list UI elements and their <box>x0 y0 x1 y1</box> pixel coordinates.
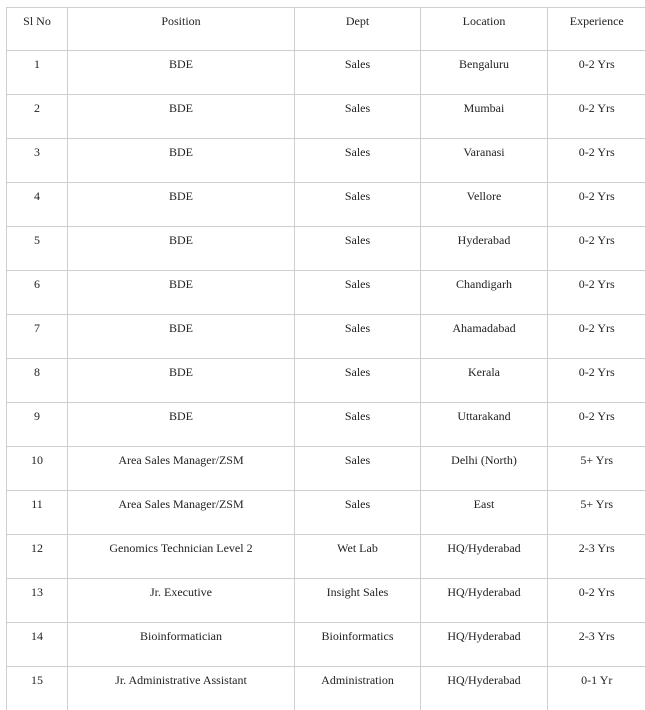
table-row <box>7 623 645 667</box>
cell-sl-no: 8 <box>7 359 68 403</box>
cell-experience: 0-2 Yrs <box>548 139 645 183</box>
cell-position: BDE <box>68 183 295 227</box>
job-openings-table-container <box>6 7 645 710</box>
cell-sl-no: 9 <box>7 403 68 447</box>
cell-dept: Sales <box>295 447 421 491</box>
cell-sl-no: 4 <box>7 183 68 227</box>
cell-sl-no: 10 <box>7 447 68 491</box>
table-row <box>7 667 645 710</box>
cell-location: Hyderabad <box>421 227 548 271</box>
cell-position: Area Sales Manager/ZSM <box>68 447 295 491</box>
cell-experience: 0-2 Yrs <box>548 271 645 315</box>
table-body <box>7 51 645 710</box>
cell-location: Uttarakand <box>421 403 548 447</box>
cell-dept: Sales <box>295 183 421 227</box>
cell-location: Bengaluru <box>421 51 548 95</box>
cell-dept: Sales <box>295 359 421 403</box>
table-row <box>7 403 645 447</box>
cell-position: Bioinformatician <box>68 623 295 667</box>
cell-dept: Insight Sales <box>295 579 421 623</box>
cell-sl-no: 1 <box>7 51 68 95</box>
cell-experience: 0-2 Yrs <box>548 95 645 139</box>
cell-experience: 0-1 Yr <box>548 667 645 710</box>
cell-experience: 2-3 Yrs <box>548 535 645 579</box>
table-row <box>7 315 645 359</box>
cell-sl-no: 13 <box>7 579 68 623</box>
cell-experience: 0-2 Yrs <box>548 315 645 359</box>
cell-experience: 2-3 Yrs <box>548 623 645 667</box>
cell-location: Delhi (North) <box>421 447 548 491</box>
cell-experience: 0-2 Yrs <box>548 227 645 271</box>
table-row <box>7 491 645 535</box>
table-row <box>7 227 645 271</box>
cell-position: BDE <box>68 139 295 183</box>
header-sl-no: Sl No <box>7 8 68 51</box>
cell-position: BDE <box>68 359 295 403</box>
cell-position: Genomics Technician Level 2 <box>68 535 295 579</box>
table-row <box>7 447 645 491</box>
cell-location: Chandigarh <box>421 271 548 315</box>
cell-location: Varanasi <box>421 139 548 183</box>
cell-dept: Sales <box>295 139 421 183</box>
cell-location: Ahamadabad <box>421 315 548 359</box>
cell-sl-no: 12 <box>7 535 68 579</box>
cell-position: BDE <box>68 403 295 447</box>
cell-dept: Sales <box>295 95 421 139</box>
cell-dept: Sales <box>295 315 421 359</box>
table-row <box>7 271 645 315</box>
cell-position: BDE <box>68 271 295 315</box>
job-openings-table <box>6 7 645 710</box>
cell-location: Kerala <box>421 359 548 403</box>
cell-position: Jr. Executive <box>68 579 295 623</box>
table-row <box>7 95 645 139</box>
table-row <box>7 579 645 623</box>
cell-position: BDE <box>68 227 295 271</box>
cell-experience: 5+ Yrs <box>548 491 645 535</box>
cell-sl-no: 14 <box>7 623 68 667</box>
cell-experience: 0-2 Yrs <box>548 359 645 403</box>
cell-experience: 5+ Yrs <box>548 447 645 491</box>
cell-sl-no: 3 <box>7 139 68 183</box>
table-row <box>7 139 645 183</box>
cell-location: East <box>421 491 548 535</box>
cell-sl-no: 15 <box>7 667 68 710</box>
cell-position: BDE <box>68 95 295 139</box>
header-location: Location <box>421 8 548 51</box>
cell-sl-no: 5 <box>7 227 68 271</box>
header-position: Position <box>68 8 295 51</box>
cell-dept: Administration <box>295 667 421 710</box>
cell-dept: Sales <box>295 51 421 95</box>
cell-dept: Sales <box>295 491 421 535</box>
table-header-row <box>7 8 645 51</box>
cell-location: HQ/Hyderabad <box>421 579 548 623</box>
cell-location: HQ/Hyderabad <box>421 623 548 667</box>
cell-sl-no: 2 <box>7 95 68 139</box>
cell-location: Mumbai <box>421 95 548 139</box>
table-row <box>7 535 645 579</box>
cell-sl-no: 6 <box>7 271 68 315</box>
cell-experience: 0-2 Yrs <box>548 579 645 623</box>
cell-dept: Sales <box>295 403 421 447</box>
header-experience: Experience <box>548 8 645 51</box>
cell-position: BDE <box>68 51 295 95</box>
cell-location: Vellore <box>421 183 548 227</box>
cell-dept: Bioinformatics <box>295 623 421 667</box>
table-row <box>7 359 645 403</box>
cell-location: HQ/Hyderabad <box>421 535 548 579</box>
cell-location: HQ/Hyderabad <box>421 667 548 710</box>
table-row <box>7 51 645 95</box>
cell-position: Area Sales Manager/ZSM <box>68 491 295 535</box>
cell-experience: 0-2 Yrs <box>548 183 645 227</box>
cell-dept: Sales <box>295 271 421 315</box>
table-row <box>7 183 645 227</box>
header-dept: Dept <box>295 8 421 51</box>
cell-experience: 0-2 Yrs <box>548 51 645 95</box>
cell-sl-no: 11 <box>7 491 68 535</box>
cell-experience: 0-2 Yrs <box>548 403 645 447</box>
cell-dept: Sales <box>295 227 421 271</box>
cell-dept: Wet Lab <box>295 535 421 579</box>
cell-sl-no: 7 <box>7 315 68 359</box>
cell-position: BDE <box>68 315 295 359</box>
cell-position: Jr. Administrative Assistant <box>68 667 295 710</box>
